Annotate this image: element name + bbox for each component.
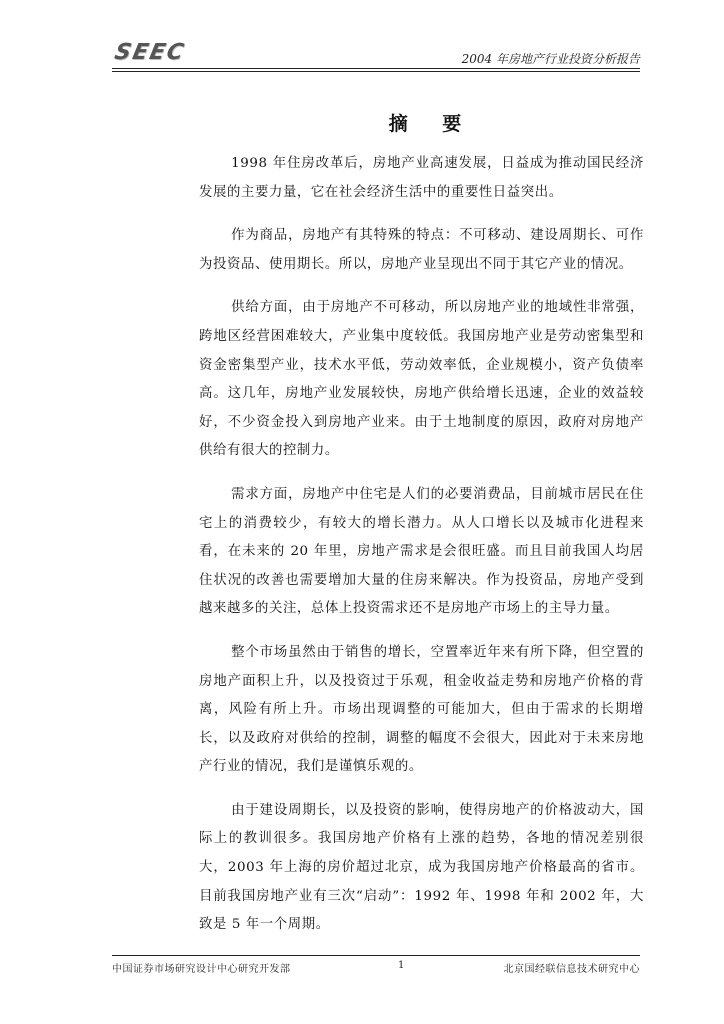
page-title: 摘 要 xyxy=(388,113,476,135)
paragraph: 供给方面，由于房地产不可移动，所以房地产业的地域性非常强，跨地区经营困难较大，产业集中度较低。我国房地产业是劳动密集型和资金密集型产业，技术水平低，劳动效率低，企业规模小，资产负债率高。这几年，房地产业发展较快，房地产供给增长迅速，企业的效益较好，不少资金投入到房地产业来。由于土地制度的原因，政府对房地产供给有很大的控制力。 xyxy=(199,300,644,459)
footer-research-center: 北京国经联信息技术研究中心 xyxy=(503,964,640,975)
paragraph: 1998 年住房改革后，房地产业高速发展，日益成为推动国民经济发展的主要力量，它在社会经济生活中的重要性日益突出。 xyxy=(199,156,644,200)
logo-text: SEEC xyxy=(112,39,188,65)
footer-divider xyxy=(112,955,640,956)
footer-organization: 中国证券市场研究设计中心研究开发部 xyxy=(112,964,291,975)
header-divider-thin xyxy=(112,71,640,72)
report-title: 2004 年房地产行业投资分析报告 xyxy=(461,52,640,66)
header-divider xyxy=(112,68,640,69)
seec-logo xyxy=(112,39,225,65)
abstract-body xyxy=(199,150,644,955)
paragraph: 整个市场虽然由于销售的增长，空置率近年来有所下降，但空置的房地产面积上升，以及投资过于乐观，租金收益走势和房地产价格的背离，风险有所上升。市场出现调整的可能加大，但由于需求的长期增长，以及政府对供给的控制，调整的幅度不会很大，因此对于未来房地产行业的情况，我们是谨慎乐观的。 xyxy=(199,644,644,775)
paragraph: 需求方面，房地产中住宅是人们的必要消费品，目前城市居民在住宅上的消费较少，有较大的增长潜力。从人口增长以及城市化进程来看，在未来的 20 年里，房地产需求是会很旺盛。而且目前我国人均居住状况的改善也需要增加大量的住房来解决。作为投资品，房地产受到越来越多的关注，总体上投资需求还不是房地产市场上的主导力量。 xyxy=(199,486,644,617)
paragraph: 作为商品，房地产有其特殊的特点：不可移动、建设周期长、可作为投资品、使用期长。所以，房地产业呈现出不同于其它产业的情况。 xyxy=(199,228,644,272)
page-number: 1 xyxy=(398,960,405,971)
paragraph: 由于建设周期长，以及投资的影响，使得房地产的价格波动大，国际上的教训很多。我国房地产价格有上涨的趋势，各地的情况差别很大，2003 年上海的房价超过北京，成为我国房地产价格最高的省市。目前我国房地产业有三次“启动”：1992 年、1998 年和 2002 年，大致是 5 年一个周期。 xyxy=(199,802,644,933)
